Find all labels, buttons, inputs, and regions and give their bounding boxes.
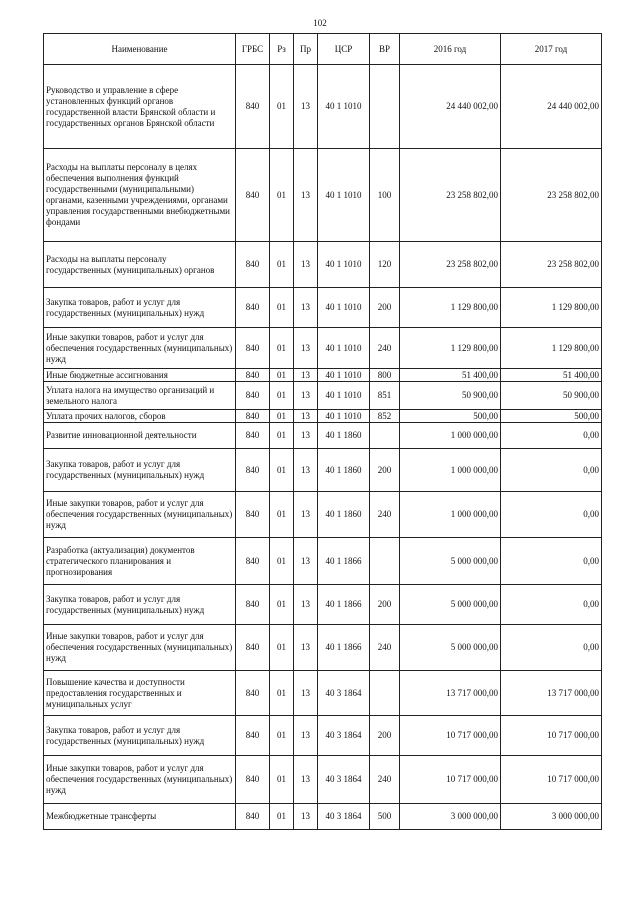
row-grbs: 840 [236, 382, 270, 410]
row-csr: 40 3 1864 [318, 804, 370, 830]
row-vr: 200 [370, 288, 400, 328]
row-grbs: 840 [236, 328, 270, 369]
row-amount-2017: 0,00 [501, 449, 602, 492]
row-grbs: 840 [236, 65, 270, 149]
row-amount-2016: 13 717 000,00 [400, 671, 501, 716]
row-csr: 40 1 1010 [318, 242, 370, 288]
row-name: Уплата налога на имущество организаций и земельного налога [44, 382, 236, 410]
row-grbs: 840 [236, 149, 270, 242]
row-csr: 40 1 1010 [318, 369, 370, 382]
row-amount-2016: 1 129 800,00 [400, 328, 501, 369]
row-amount-2017: 13 717 000,00 [501, 671, 602, 716]
row-amount-2016: 1 129 800,00 [400, 288, 501, 328]
table-row [44, 671, 602, 716]
row-name: Разработка (актуализация) документов стратегического планирования и прогнозирования [44, 538, 236, 585]
row-amount-2017: 0,00 [501, 625, 602, 671]
row-name: Иные закупки товаров, работ и услуг для обеспечения государственных (муниципальных) нужд [44, 492, 236, 538]
row-rz: 01 [270, 449, 294, 492]
header-2017: 2017 год [501, 34, 602, 65]
row-amount-2017: 23 258 802,00 [501, 149, 602, 242]
row-amount-2016: 5 000 000,00 [400, 585, 501, 625]
table-row [44, 716, 602, 756]
row-vr: 852 [370, 410, 400, 423]
row-rz: 01 [270, 369, 294, 382]
row-rz: 01 [270, 492, 294, 538]
row-csr: 40 1 1010 [318, 410, 370, 423]
page-number: 102 [313, 18, 327, 28]
row-name: Расходы на выплаты персоналу в целях обеспечения выполнения функций государственными (муниципальными) органами, казенными учреждениями, органами управления государственными внебюджетными фондами [44, 149, 236, 242]
row-grbs: 840 [236, 804, 270, 830]
row-amount-2016: 5 000 000,00 [400, 625, 501, 671]
header-2016: 2016 год [400, 34, 501, 65]
row-amount-2017: 51 400,00 [501, 369, 602, 382]
row-name: Закупка товаров, работ и услуг для государственных (муниципальных) нужд [44, 585, 236, 625]
row-vr: 200 [370, 449, 400, 492]
row-amount-2016: 10 717 000,00 [400, 756, 501, 804]
row-pr: 13 [294, 756, 318, 804]
table-row [44, 423, 602, 449]
row-pr: 13 [294, 625, 318, 671]
row-csr: 40 3 1864 [318, 671, 370, 716]
row-csr: 40 1 1860 [318, 449, 370, 492]
row-rz: 01 [270, 625, 294, 671]
table-row [44, 242, 602, 288]
row-grbs: 840 [236, 671, 270, 716]
table-row [44, 382, 602, 410]
table-row [44, 369, 602, 382]
table-row [44, 585, 602, 625]
row-name: Уплата прочих налогов, сборов [44, 410, 236, 423]
row-amount-2016: 1 000 000,00 [400, 423, 501, 449]
row-vr [370, 65, 400, 149]
row-grbs: 840 [236, 585, 270, 625]
header-name: Наименование [44, 34, 236, 65]
row-pr: 13 [294, 716, 318, 756]
row-grbs: 840 [236, 538, 270, 585]
row-amount-2016: 1 000 000,00 [400, 492, 501, 538]
row-rz: 01 [270, 288, 294, 328]
row-pr: 13 [294, 492, 318, 538]
row-grbs: 840 [236, 625, 270, 671]
row-csr: 40 1 1860 [318, 492, 370, 538]
row-vr: 240 [370, 492, 400, 538]
row-grbs: 840 [236, 492, 270, 538]
row-rz: 01 [270, 423, 294, 449]
row-rz: 01 [270, 804, 294, 830]
table-row [44, 410, 602, 423]
row-vr [370, 538, 400, 585]
row-amount-2017: 500,00 [501, 410, 602, 423]
row-vr: 200 [370, 716, 400, 756]
row-pr: 13 [294, 288, 318, 328]
row-rz: 01 [270, 756, 294, 804]
budget-table [43, 33, 602, 830]
row-vr: 120 [370, 242, 400, 288]
row-rz: 01 [270, 242, 294, 288]
row-vr: 240 [370, 625, 400, 671]
row-pr: 13 [294, 328, 318, 369]
row-amount-2016: 3 000 000,00 [400, 804, 501, 830]
row-amount-2016: 10 717 000,00 [400, 716, 501, 756]
row-name: Закупка товаров, работ и услуг для государственных (муниципальных) нужд [44, 716, 236, 756]
row-csr: 40 1 1010 [318, 328, 370, 369]
row-name: Повышение качества и доступности предоставления государственных и муниципальных услуг [44, 671, 236, 716]
row-name: Межбюджетные трансферты [44, 804, 236, 830]
row-vr: 500 [370, 804, 400, 830]
row-amount-2017: 10 717 000,00 [501, 716, 602, 756]
row-amount-2017: 0,00 [501, 538, 602, 585]
table-body [44, 65, 602, 830]
row-amount-2017: 1 129 800,00 [501, 288, 602, 328]
row-rz: 01 [270, 328, 294, 369]
row-vr: 100 [370, 149, 400, 242]
row-grbs: 840 [236, 716, 270, 756]
row-grbs: 840 [236, 449, 270, 492]
header-rz: Рз [270, 34, 294, 65]
row-pr: 13 [294, 242, 318, 288]
table-row [44, 449, 602, 492]
row-pr: 13 [294, 585, 318, 625]
row-amount-2016: 500,00 [400, 410, 501, 423]
row-pr: 13 [294, 369, 318, 382]
row-vr [370, 671, 400, 716]
row-amount-2017: 3 000 000,00 [501, 804, 602, 830]
table-row [44, 756, 602, 804]
table-row [44, 804, 602, 830]
row-rz: 01 [270, 382, 294, 410]
row-csr: 40 3 1864 [318, 756, 370, 804]
row-name: Иные закупки товаров, работ и услуг для обеспечения государственных (муниципальных) нужд [44, 328, 236, 369]
header-vr: ВР [370, 34, 400, 65]
row-name: Расходы на выплаты персоналу государственных (муниципальных) органов [44, 242, 236, 288]
row-vr [370, 423, 400, 449]
row-csr: 40 1 1010 [318, 65, 370, 149]
table-row [44, 149, 602, 242]
row-amount-2016: 23 258 802,00 [400, 242, 501, 288]
row-grbs: 840 [236, 410, 270, 423]
header-pr: Пр [294, 34, 318, 65]
table-row [44, 538, 602, 585]
row-csr: 40 1 1860 [318, 423, 370, 449]
row-amount-2017: 0,00 [501, 423, 602, 449]
row-csr: 40 1 1010 [318, 149, 370, 242]
row-pr: 13 [294, 671, 318, 716]
row-amount-2017: 10 717 000,00 [501, 756, 602, 804]
row-vr: 200 [370, 585, 400, 625]
row-grbs: 840 [236, 423, 270, 449]
row-pr: 13 [294, 804, 318, 830]
row-amount-2017: 24 440 002,00 [501, 65, 602, 149]
row-amount-2016: 5 000 000,00 [400, 538, 501, 585]
row-amount-2017: 0,00 [501, 585, 602, 625]
table-row [44, 65, 602, 149]
row-rz: 01 [270, 585, 294, 625]
row-rz: 01 [270, 538, 294, 585]
row-pr: 13 [294, 382, 318, 410]
row-vr: 240 [370, 328, 400, 369]
table-row [44, 288, 602, 328]
table-row [44, 492, 602, 538]
row-rz: 01 [270, 65, 294, 149]
row-amount-2016: 50 900,00 [400, 382, 501, 410]
row-csr: 40 3 1864 [318, 716, 370, 756]
table-header-row [44, 34, 602, 65]
row-grbs: 840 [236, 288, 270, 328]
row-amount-2017: 0,00 [501, 492, 602, 538]
row-rz: 01 [270, 410, 294, 423]
row-pr: 13 [294, 149, 318, 242]
row-pr: 13 [294, 538, 318, 585]
row-amount-2016: 23 258 802,00 [400, 149, 501, 242]
row-grbs: 840 [236, 242, 270, 288]
row-csr: 40 1 1010 [318, 288, 370, 328]
row-csr: 40 1 1010 [318, 382, 370, 410]
row-grbs: 840 [236, 369, 270, 382]
row-amount-2016: 1 000 000,00 [400, 449, 501, 492]
row-rz: 01 [270, 671, 294, 716]
row-name: Иные закупки товаров, работ и услуг для обеспечения государственных (муниципальных) нужд [44, 756, 236, 804]
row-csr: 40 1 1866 [318, 585, 370, 625]
row-name: Закупка товаров, работ и услуг для государственных (муниципальных) нужд [44, 288, 236, 328]
row-name: Развитие инновационной деятельности [44, 423, 236, 449]
row-amount-2017: 1 129 800,00 [501, 328, 602, 369]
row-vr: 240 [370, 756, 400, 804]
row-csr: 40 1 1866 [318, 625, 370, 671]
table-row [44, 625, 602, 671]
row-name: Иные бюджетные ассигнования [44, 369, 236, 382]
row-csr: 40 1 1866 [318, 538, 370, 585]
row-vr: 800 [370, 369, 400, 382]
row-vr: 851 [370, 382, 400, 410]
row-amount-2016: 51 400,00 [400, 369, 501, 382]
row-amount-2017: 50 900,00 [501, 382, 602, 410]
row-pr: 13 [294, 449, 318, 492]
row-amount-2017: 23 258 802,00 [501, 242, 602, 288]
row-name: Руководство и управление в сфере установленных функций органов государственной власти Брянской области и государственных органов Брянской области [44, 65, 236, 149]
table-row [44, 328, 602, 369]
row-name: Иные закупки товаров, работ и услуг для обеспечения государственных (муниципальных) нужд [44, 625, 236, 671]
row-name: Закупка товаров, работ и услуг для государственных (муниципальных) нужд [44, 449, 236, 492]
row-rz: 01 [270, 149, 294, 242]
row-rz: 01 [270, 716, 294, 756]
row-amount-2016: 24 440 002,00 [400, 65, 501, 149]
row-pr: 13 [294, 410, 318, 423]
header-grbs: ГРБС [236, 34, 270, 65]
row-pr: 13 [294, 65, 318, 149]
header-csr: ЦСР [318, 34, 370, 65]
row-pr: 13 [294, 423, 318, 449]
row-grbs: 840 [236, 756, 270, 804]
